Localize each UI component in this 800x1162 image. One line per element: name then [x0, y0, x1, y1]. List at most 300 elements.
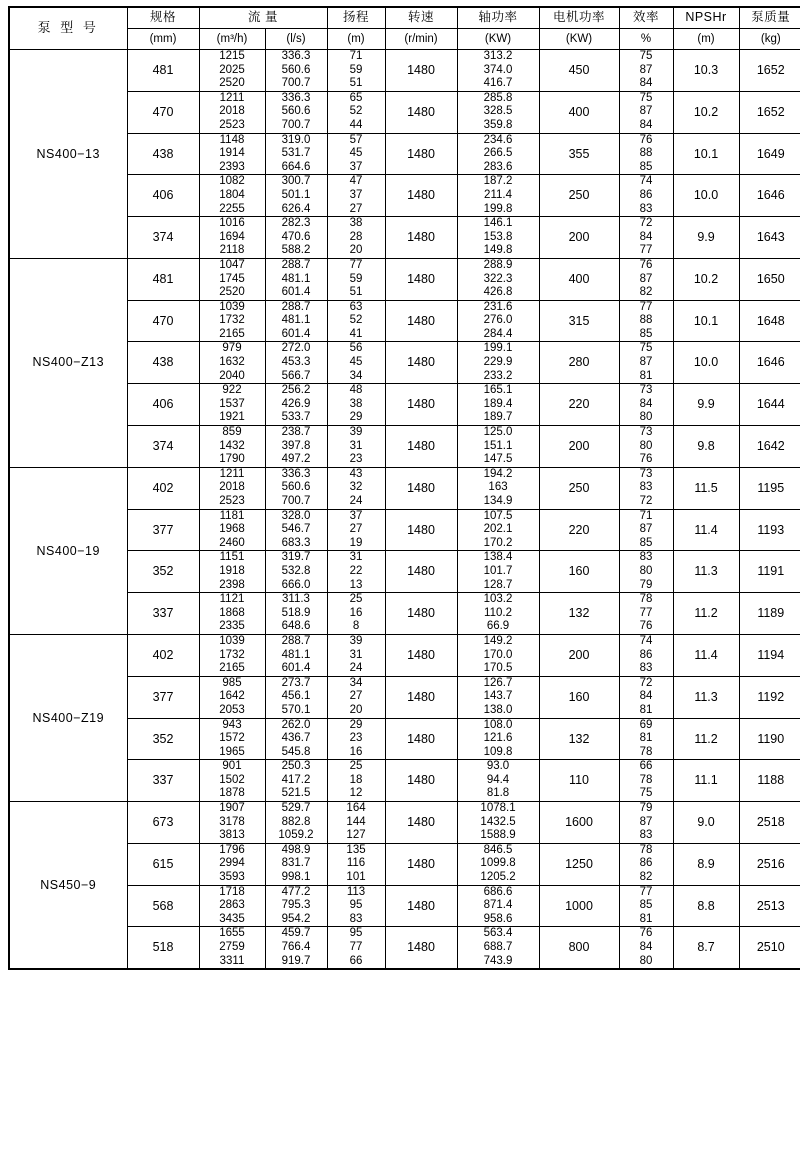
flow-m3h-cell-value: 2018 [219, 481, 245, 494]
shaft-power-cell-value: 426.8 [483, 286, 513, 299]
spec-cell: 377 [127, 509, 199, 551]
shaft-power-cell-value: 138.0 [483, 703, 513, 716]
flow-m3h-cell-value: 1655 [219, 927, 245, 940]
flow-ls-cell-value: 521.5 [281, 787, 311, 800]
head-cell [327, 50, 385, 92]
flow-ls-cell-value: 700.7 [281, 77, 311, 90]
header-efficiency: 效率 [619, 7, 673, 29]
flow-m3h-cell-value: 1745 [219, 272, 245, 285]
table-body [9, 50, 800, 970]
head-cell-value: 16 [349, 606, 363, 619]
spec-cell: 406 [127, 175, 199, 217]
head-cell [327, 342, 385, 384]
flow-ls-cell [265, 426, 327, 468]
flow-m3h-cell-value: 2053 [219, 703, 245, 716]
flow-ls-cell-value: 300.7 [281, 175, 311, 188]
flow-m3h-cell-value: 1148 [219, 133, 245, 146]
flow-m3h-cell-value: 1039 [219, 634, 245, 647]
flow-m3h-cell-value: 1181 [219, 509, 245, 522]
flow-m3h-cell-value: 2040 [219, 369, 245, 382]
head-cell [327, 885, 385, 927]
head-cell [327, 217, 385, 259]
head-cell-value: 37 [349, 188, 363, 201]
head-cell-value: 127 [346, 829, 366, 842]
head-cell-value: 135 [346, 843, 366, 856]
flow-m3h-cell-value: 901 [222, 760, 242, 773]
pump-model-cell: NS400−Z19 [9, 634, 127, 801]
npshr-cell: 11.1 [673, 760, 739, 802]
flow-ls-cell [265, 509, 327, 551]
shaft-power-cell-value: 313.2 [483, 50, 513, 62]
spec-cell: 402 [127, 467, 199, 509]
efficiency-cell-value: 66 [639, 760, 653, 773]
speed-cell: 1480 [385, 50, 457, 92]
efficiency-cell-value: 85 [639, 160, 653, 173]
table-row [9, 927, 800, 969]
flow-m3h-cell [199, 258, 265, 300]
flow-ls-cell-value: 601.4 [281, 327, 311, 340]
mass-cell: 1194 [739, 634, 800, 676]
motor-power-cell: 400 [539, 258, 619, 300]
shaft-power-cell-value: 1432.5 [480, 815, 516, 828]
flow-ls-cell-value: 417.2 [281, 773, 311, 786]
head-cell-value: 95 [349, 899, 363, 912]
shaft-power-cell-value: 189.4 [483, 397, 513, 410]
flow-m3h-cell-value: 2759 [219, 941, 245, 953]
speed-cell: 1480 [385, 258, 457, 300]
header-motor-power-unit: (KW) [539, 29, 619, 50]
motor-power-cell: 250 [539, 175, 619, 217]
shaft-power-cell [457, 843, 539, 885]
shaft-power-cell [457, 551, 539, 593]
flow-m3h-cell-value: 1632 [219, 356, 245, 369]
mass-cell: 1649 [739, 133, 800, 175]
head-cell-value: 29 [349, 411, 363, 424]
head-cell-value: 77 [349, 941, 363, 953]
head-cell [327, 467, 385, 509]
speed-cell: 1480 [385, 802, 457, 844]
flow-ls-cell-value: 546.7 [281, 523, 311, 536]
efficiency-cell [619, 91, 673, 133]
motor-power-cell: 220 [539, 509, 619, 551]
shaft-power-cell-value: 199.8 [483, 202, 513, 215]
efficiency-cell-value: 80 [639, 954, 653, 967]
efficiency-cell-value: 82 [639, 286, 653, 299]
efficiency-cell-value: 87 [639, 523, 653, 536]
table-row [9, 676, 800, 718]
flow-ls-cell-value: 501.1 [281, 188, 311, 201]
flow-m3h-cell [199, 843, 265, 885]
flow-m3h-cell [199, 91, 265, 133]
shaft-power-cell-value: 94.4 [486, 773, 510, 786]
shaft-power-cell-value: 1588.9 [480, 829, 516, 842]
efficiency-cell-value: 72 [639, 676, 653, 689]
motor-power-cell: 1250 [539, 843, 619, 885]
npshr-cell: 10.3 [673, 50, 739, 92]
flow-ls-cell-value: 272.0 [281, 342, 311, 355]
flow-m3h-cell-value: 1016 [219, 217, 245, 230]
flow-m3h-cell-value: 1572 [219, 732, 245, 745]
efficiency-cell [619, 676, 673, 718]
flow-ls-cell-value: 601.4 [281, 286, 311, 299]
efficiency-cell-value: 78 [639, 745, 653, 758]
efficiency-cell-value: 87 [639, 272, 653, 285]
header-efficiency-unit: % [619, 29, 673, 50]
efficiency-cell [619, 300, 673, 342]
head-cell-value: 27 [349, 690, 363, 703]
pump-model-cell: NS400−Z13 [9, 258, 127, 467]
shaft-power-cell-value: 126.7 [483, 676, 513, 689]
flow-ls-cell-value: 560.6 [281, 63, 311, 76]
shaft-power-cell-value: 165.1 [483, 384, 513, 397]
shaft-power-cell-value: 229.9 [483, 356, 513, 369]
shaft-power-cell-value: 149.2 [483, 634, 513, 647]
head-cell-value: 43 [349, 467, 363, 480]
shaft-power-cell-value: 170.5 [483, 662, 513, 675]
flow-ls-cell-value: 795.3 [281, 899, 311, 912]
efficiency-cell [619, 551, 673, 593]
head-cell-value: 51 [349, 286, 363, 299]
flow-m3h-cell-value: 1878 [219, 787, 245, 800]
flow-ls-cell-value: 529.7 [281, 802, 311, 815]
npshr-cell: 11.4 [673, 634, 739, 676]
flow-ls-cell-value: 288.7 [281, 258, 311, 271]
flow-ls-cell [265, 300, 327, 342]
head-cell-value: 144 [346, 815, 366, 828]
shaft-power-cell [457, 509, 539, 551]
flow-m3h-cell [199, 509, 265, 551]
motor-power-cell: 200 [539, 426, 619, 468]
efficiency-cell [619, 885, 673, 927]
motor-power-cell: 800 [539, 927, 619, 969]
flow-ls-cell-value: 666.0 [281, 578, 311, 591]
flow-m3h-cell [199, 593, 265, 635]
efficiency-cell-value: 85 [639, 536, 653, 549]
shaft-power-cell-value: 149.8 [483, 244, 513, 257]
flow-ls-cell-value: 882.8 [281, 815, 311, 828]
flow-m3h-cell [199, 342, 265, 384]
header-flow: 流 量 [199, 7, 327, 29]
efficiency-cell [619, 760, 673, 802]
npshr-cell: 10.1 [673, 300, 739, 342]
speed-cell: 1480 [385, 133, 457, 175]
efficiency-cell-value: 76 [639, 453, 653, 466]
speed-cell: 1480 [385, 718, 457, 760]
flow-ls-cell [265, 718, 327, 760]
head-cell-value: 38 [349, 217, 363, 230]
shaft-power-cell-value: 284.4 [483, 327, 513, 340]
flow-m3h-cell-value: 3435 [219, 912, 245, 925]
head-cell-value: 77 [349, 258, 363, 271]
shaft-power-cell [457, 927, 539, 969]
shaft-power-cell-value: 194.2 [483, 467, 513, 480]
spec-cell: 481 [127, 50, 199, 92]
head-cell-value: 51 [349, 77, 363, 90]
head-cell [327, 843, 385, 885]
flow-ls-cell-value: 531.7 [281, 147, 311, 160]
motor-power-cell: 110 [539, 760, 619, 802]
flow-ls-cell [265, 676, 327, 718]
head-cell-value: 37 [349, 160, 363, 173]
flow-m3h-cell-value: 1151 [219, 551, 245, 564]
table-row [9, 258, 800, 300]
efficiency-cell-value: 72 [639, 495, 653, 507]
shaft-power-cell-value: 1099.8 [480, 857, 516, 870]
motor-power-cell: 132 [539, 593, 619, 635]
mass-cell: 1195 [739, 467, 800, 509]
mass-cell: 2510 [739, 927, 800, 969]
npshr-cell: 11.5 [673, 467, 739, 509]
flow-ls-cell-value: 426.9 [281, 397, 311, 410]
mass-cell: 1192 [739, 676, 800, 718]
shaft-power-cell-value: 283.6 [483, 160, 513, 173]
head-cell-value: 12 [349, 787, 363, 800]
motor-power-cell: 315 [539, 300, 619, 342]
flow-ls-cell-value: 319.7 [281, 551, 311, 564]
flow-ls-cell-value: 336.3 [281, 467, 311, 480]
flow-ls-cell-value: 397.8 [281, 439, 311, 452]
flow-m3h-cell-value: 2335 [219, 620, 245, 633]
efficiency-cell-value: 80 [639, 411, 653, 424]
header-head: 扬程 [327, 7, 385, 29]
flow-ls-cell-value: 998.1 [281, 871, 311, 884]
efficiency-cell [619, 175, 673, 217]
flow-m3h-cell-value: 1796 [219, 843, 245, 856]
shaft-power-cell-value: 110.2 [484, 606, 512, 619]
flow-m3h-cell-value: 943 [222, 718, 242, 731]
flow-ls-cell [265, 217, 327, 259]
efficiency-cell-value: 81 [639, 369, 653, 382]
shaft-power-cell-value: 109.8 [483, 745, 513, 758]
head-cell-value: 95 [349, 927, 363, 940]
spec-cell: 406 [127, 384, 199, 426]
flow-ls-cell-value: 328.0 [281, 509, 311, 522]
efficiency-cell-value: 77 [639, 606, 653, 619]
spec-cell: 377 [127, 676, 199, 718]
flow-m3h-cell-value: 985 [222, 676, 242, 689]
speed-cell: 1480 [385, 426, 457, 468]
shaft-power-cell [457, 258, 539, 300]
head-cell-value: 38 [349, 397, 363, 410]
efficiency-cell-value: 84 [639, 77, 653, 90]
table-row [9, 760, 800, 802]
efficiency-cell-value: 86 [639, 188, 653, 201]
head-cell [327, 927, 385, 969]
mass-cell: 1190 [739, 718, 800, 760]
shaft-power-cell [457, 91, 539, 133]
header-model: 泵 型 号 [9, 7, 127, 50]
mass-cell: 1193 [739, 509, 800, 551]
flow-ls-cell-value: 560.6 [281, 105, 311, 118]
efficiency-cell-value: 83 [639, 202, 653, 215]
shaft-power-cell-value: 108.0 [483, 718, 513, 731]
npshr-cell: 10.0 [673, 175, 739, 217]
efficiency-cell-value: 86 [639, 648, 653, 661]
shaft-power-cell-value: 143.7 [483, 690, 513, 703]
head-cell-value: 25 [349, 593, 363, 606]
flow-m3h-cell [199, 885, 265, 927]
spec-cell: 374 [127, 426, 199, 468]
efficiency-cell-value: 76 [639, 258, 653, 271]
shaft-power-cell [457, 593, 539, 635]
head-cell-value: 48 [349, 384, 363, 397]
flow-ls-cell-value: 648.6 [281, 620, 311, 633]
efficiency-cell-value: 83 [639, 662, 653, 675]
head-cell-value: 44 [349, 118, 363, 131]
shaft-power-cell-value: 138.4 [483, 551, 513, 564]
flow-m3h-cell-value: 2025 [219, 63, 245, 76]
npshr-cell: 11.2 [673, 593, 739, 635]
npshr-cell: 9.8 [673, 426, 739, 468]
flow-m3h-cell-value: 1537 [219, 397, 245, 410]
flow-ls-cell-value: 766.4 [281, 941, 311, 953]
efficiency-cell-value: 72 [639, 217, 653, 230]
efficiency-cell-value: 86 [639, 857, 653, 870]
flow-m3h-cell-value: 1432 [219, 439, 245, 452]
flow-m3h-cell-value: 1804 [219, 188, 245, 201]
motor-power-cell: 280 [539, 342, 619, 384]
npshr-cell: 8.9 [673, 843, 739, 885]
speed-cell: 1480 [385, 91, 457, 133]
flow-m3h-cell [199, 802, 265, 844]
head-cell-value: 37 [349, 509, 363, 522]
flow-m3h-cell-value: 1047 [219, 258, 245, 271]
flow-m3h-cell-value: 1215 [219, 50, 245, 62]
head-cell [327, 91, 385, 133]
head-cell-value: 22 [349, 564, 363, 577]
shaft-power-cell-value: 285.8 [483, 91, 513, 104]
flow-ls-cell-value: 601.4 [281, 662, 311, 675]
flow-m3h-cell-value: 1790 [219, 453, 245, 466]
spec-cell: 673 [127, 802, 199, 844]
flow-m3h-cell-value: 1914 [219, 147, 245, 160]
spec-cell: 481 [127, 258, 199, 300]
header-shaft-power: 轴功率 [457, 7, 539, 29]
header-speed-unit: (r/min) [385, 29, 457, 50]
flow-m3h-cell-value: 1082 [219, 175, 245, 188]
efficiency-cell [619, 843, 673, 885]
head-cell-value: 16 [349, 745, 363, 758]
flow-ls-cell-value: 831.7 [281, 857, 311, 870]
efficiency-cell-value: 81 [639, 732, 653, 745]
efficiency-cell-value: 73 [639, 467, 653, 480]
table-row [9, 133, 800, 175]
header-npshr: NPSHr [673, 7, 739, 29]
shaft-power-cell-value: 743.9 [483, 954, 513, 967]
pump-model-cell: NS400−19 [9, 467, 127, 634]
flow-m3h-cell [199, 217, 265, 259]
flow-m3h-cell-value: 2018 [219, 105, 245, 118]
efficiency-cell-value: 87 [639, 105, 653, 118]
flow-ls-cell-value: 626.4 [281, 202, 311, 215]
pump-model-cell: NS400−13 [9, 50, 127, 259]
table-row [9, 551, 800, 593]
head-cell-value: 18 [349, 773, 363, 786]
shaft-power-cell-value: 134.9 [483, 495, 513, 507]
header-spec: 规格 [127, 7, 199, 29]
flow-ls-cell-value: 481.1 [281, 314, 311, 327]
flow-ls-cell [265, 50, 327, 92]
efficiency-cell [619, 718, 673, 760]
head-cell [327, 551, 385, 593]
flow-m3h-cell-value: 2994 [219, 857, 245, 870]
head-cell-value: 56 [349, 342, 363, 355]
flow-ls-cell-value: 238.7 [281, 426, 311, 439]
shaft-power-cell [457, 718, 539, 760]
shaft-power-cell-value: 170.2 [483, 536, 513, 549]
spec-cell: 470 [127, 91, 199, 133]
flow-ls-cell [265, 634, 327, 676]
flow-m3h-cell-value: 1039 [219, 300, 245, 313]
efficiency-cell-value: 85 [639, 327, 653, 340]
shaft-power-cell [457, 634, 539, 676]
flow-ls-cell-value: 477.2 [281, 885, 311, 898]
spec-cell: 402 [127, 634, 199, 676]
efficiency-cell-value: 77 [639, 244, 653, 257]
flow-ls-cell-value: 336.3 [281, 91, 311, 104]
mass-cell: 1646 [739, 175, 800, 217]
head-cell-value: 45 [349, 147, 363, 160]
efficiency-cell [619, 133, 673, 175]
shaft-power-cell-value: 66.9 [486, 620, 510, 633]
flow-m3h-cell-value: 1732 [219, 314, 245, 327]
shaft-power-cell-value: 199.1 [483, 342, 513, 355]
motor-power-cell: 1600 [539, 802, 619, 844]
efficiency-cell-value: 81 [639, 912, 653, 925]
efficiency-cell-value: 82 [639, 871, 653, 884]
shaft-power-cell-value: 958.6 [483, 912, 513, 925]
efficiency-cell-value: 79 [639, 802, 653, 815]
flow-m3h-cell-value: 2393 [219, 160, 245, 173]
head-cell-value: 24 [349, 662, 363, 675]
table-row [9, 843, 800, 885]
flow-m3h-cell-value: 1965 [219, 745, 245, 758]
efficiency-cell-value: 83 [639, 829, 653, 842]
head-cell-value: 29 [349, 718, 363, 731]
shaft-power-cell-value: 871.4 [483, 899, 513, 912]
efficiency-cell [619, 426, 673, 468]
speed-cell: 1480 [385, 384, 457, 426]
speed-cell: 1480 [385, 676, 457, 718]
shaft-power-cell-value: 211.4 [484, 188, 512, 201]
flow-ls-cell [265, 593, 327, 635]
efficiency-cell-value: 84 [639, 690, 653, 703]
table-row [9, 467, 800, 509]
header-motor-power: 电机功率 [539, 7, 619, 29]
head-cell-value: 83 [349, 912, 363, 925]
shaft-power-cell-value: 374.0 [483, 63, 513, 76]
flow-ls-cell-value: 481.1 [281, 648, 311, 661]
shaft-power-cell-value: 416.7 [483, 77, 513, 90]
flow-m3h-cell-value: 859 [222, 426, 242, 439]
efficiency-cell-value: 84 [639, 230, 653, 243]
shaft-power-cell-value: 322.3 [483, 272, 513, 285]
flow-ls-cell-value: 560.6 [281, 481, 311, 494]
flow-ls-cell-value: 700.7 [281, 118, 311, 131]
head-cell-value: 39 [349, 426, 363, 439]
shaft-power-cell [457, 885, 539, 927]
head-cell-value: 23 [349, 732, 363, 745]
efficiency-cell-value: 88 [639, 147, 653, 160]
npshr-cell: 11.3 [673, 676, 739, 718]
efficiency-cell-value: 75 [639, 91, 653, 104]
npshr-cell: 10.2 [673, 91, 739, 133]
head-cell-value: 39 [349, 634, 363, 647]
flow-m3h-cell [199, 467, 265, 509]
flow-ls-cell-value: 336.3 [281, 50, 311, 62]
table-row [9, 384, 800, 426]
table-row [9, 885, 800, 927]
